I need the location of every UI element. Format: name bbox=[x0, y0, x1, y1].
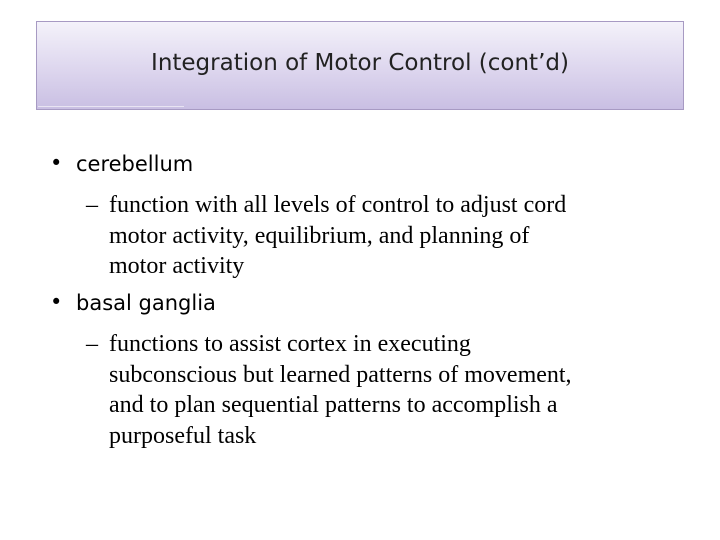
sub-line: functions to assist cortex in executing bbox=[109, 331, 471, 357]
bullet-label-cerebellum: cerebellum bbox=[76, 152, 194, 176]
sub-line: motor activity, equilibrium, and planning of bbox=[109, 222, 530, 249]
sub-line: subconscious but learned patterns of movement, bbox=[109, 361, 572, 388]
slide-title: Integration of Motor Control (cont’d) bbox=[151, 49, 569, 76]
sub-line: and to plan sequential patterns to accomplish a bbox=[109, 392, 558, 418]
sub-line: purposeful task bbox=[109, 422, 257, 449]
bullet-label-basal-ganglia: basal ganglia bbox=[76, 291, 216, 315]
sub-line: motor activity bbox=[109, 253, 245, 279]
dash-marker: – bbox=[86, 192, 98, 218]
sub-item-cerebellum bbox=[86, 190, 686, 282]
bullet-marker: • bbox=[50, 151, 63, 175]
bullet-marker: • bbox=[50, 290, 63, 314]
dash-marker: – bbox=[86, 331, 98, 357]
sub-line: function with all levels of control to adjust cord bbox=[109, 192, 567, 218]
sub-item-basal-ganglia bbox=[86, 329, 686, 451]
